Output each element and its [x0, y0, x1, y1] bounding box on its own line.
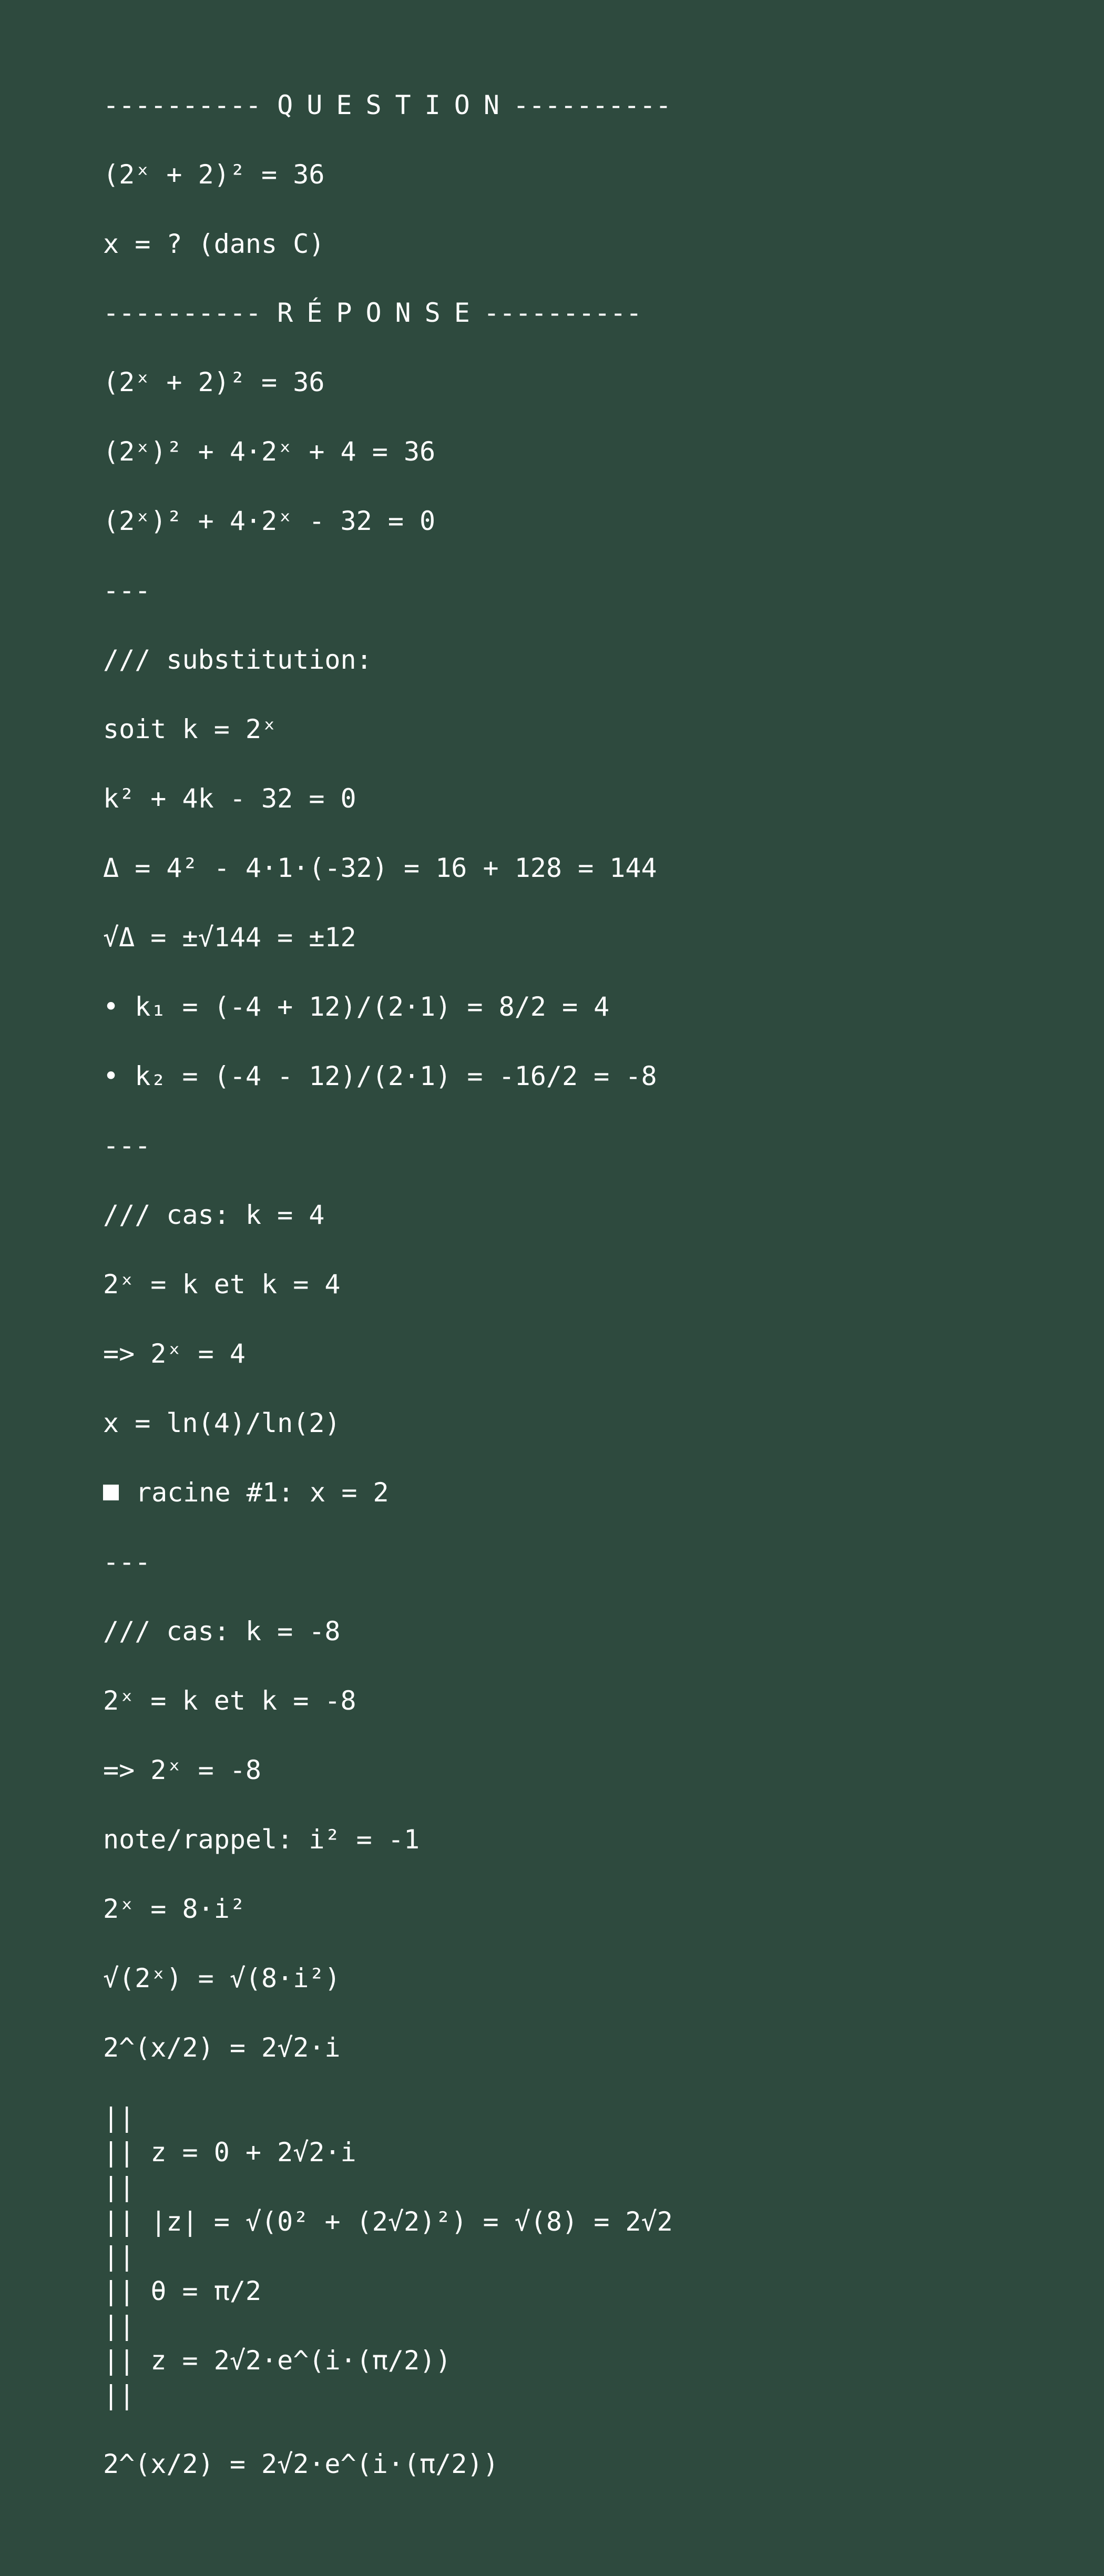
block-pipe: || [103, 2276, 135, 2306]
step-line: Δ = 4² - 4·1·(-32) = 16 + 128 = 144 [103, 853, 657, 883]
step-line: √(2ˣ) = √(8·i²) [103, 1963, 341, 1994]
step-line: soit k = 2ˣ [103, 714, 278, 744]
root-k2: • k₂ = (-4 - 12)/(2·1) = -16/2 = -8 [103, 1061, 657, 1091]
separator: --- [103, 1130, 151, 1161]
block-pipe: || [103, 2380, 135, 2410]
block-line [103, 2342, 451, 2379]
step-line: (2ˣ)² + 4·2ˣ + 4 = 36 [103, 436, 436, 467]
step-line: 2ˣ = k et k = -8 [103, 1685, 356, 1716]
question-prompt: x = ? (dans C) [103, 229, 325, 259]
answer-header-dashes-right: ---------- [483, 298, 642, 328]
block-line [103, 2238, 135, 2275]
block-line [103, 2273, 261, 2309]
section-label: /// cas: k = 4 [103, 1200, 325, 1230]
block-pipe: || [103, 2345, 135, 2376]
step-line: note/rappel: i² = -1 [103, 1824, 420, 1855]
step-line: => 2ˣ = 4 [103, 1338, 246, 1369]
block-pipe: || [103, 2206, 135, 2237]
step-line: x = ln(4)/ln(2) [103, 1408, 341, 1438]
separator: --- [103, 1547, 151, 1577]
answer-header [103, 294, 642, 331]
block-pipe: || [103, 2102, 135, 2133]
question-header-dashes-right: ---------- [513, 90, 671, 120]
step-line: 2ˣ = k et k = 4 [103, 1269, 341, 1300]
section-label: /// substitution: [103, 645, 372, 675]
block-text: θ = π/2 [135, 2276, 262, 2306]
step-line: k² + 4k - 32 = 0 [103, 783, 356, 814]
block-text: z = 0 + 2√2·i [135, 2137, 356, 2168]
square-bullet-icon [103, 1485, 119, 1500]
document [103, 0, 1049, 2576]
step-line: (2ˣ)² + 4·2ˣ - 32 = 0 [103, 506, 436, 536]
block-text: z = 2√2·e^(i·(π/2)) [135, 2345, 452, 2376]
block-line [103, 2377, 135, 2414]
answer-header-dashes-left: ---------- [103, 298, 262, 328]
block-pipe: || [103, 2137, 135, 2168]
question-header [103, 87, 671, 124]
answer-header-title: RÉPONSE [277, 298, 484, 328]
step-line: √Δ = ±√144 = ±12 [103, 922, 356, 953]
question-equation: (2ˣ + 2)² = 36 [103, 159, 325, 190]
block-line [103, 2134, 356, 2171]
root-result-text: racine #1: x = 2 [136, 1477, 389, 1508]
step-line: => 2ˣ = -8 [103, 1755, 262, 1785]
separator: --- [103, 575, 151, 606]
question-header-title: QUESTION [277, 90, 513, 120]
step-line: (2ˣ + 2)² = 36 [103, 367, 325, 397]
block-line [103, 2169, 135, 2205]
final-result: 2^(x/2) = 2√2·e^(i·(π/2)) [103, 2449, 499, 2479]
block-line [103, 2203, 673, 2240]
root-result [103, 1474, 389, 1511]
block-pipe: || [103, 2172, 135, 2202]
block-line [103, 2307, 135, 2344]
block-text: |z| = √(0² + (2√2)²) = √(8) = 2√2 [135, 2206, 673, 2237]
question-header-dashes-left: ---------- [103, 90, 262, 120]
step-line: 2^(x/2) = 2√2·i [103, 2032, 341, 2063]
block-pipe: || [103, 2311, 135, 2341]
section-label: /// cas: k = -8 [103, 1616, 341, 1647]
step-line: 2ˣ = 8·i² [103, 1894, 246, 1924]
block-pipe: || [103, 2241, 135, 2272]
root-k1: • k₁ = (-4 + 12)/(2·1) = 8/2 = 4 [103, 991, 610, 1022]
block-line [103, 2099, 135, 2136]
